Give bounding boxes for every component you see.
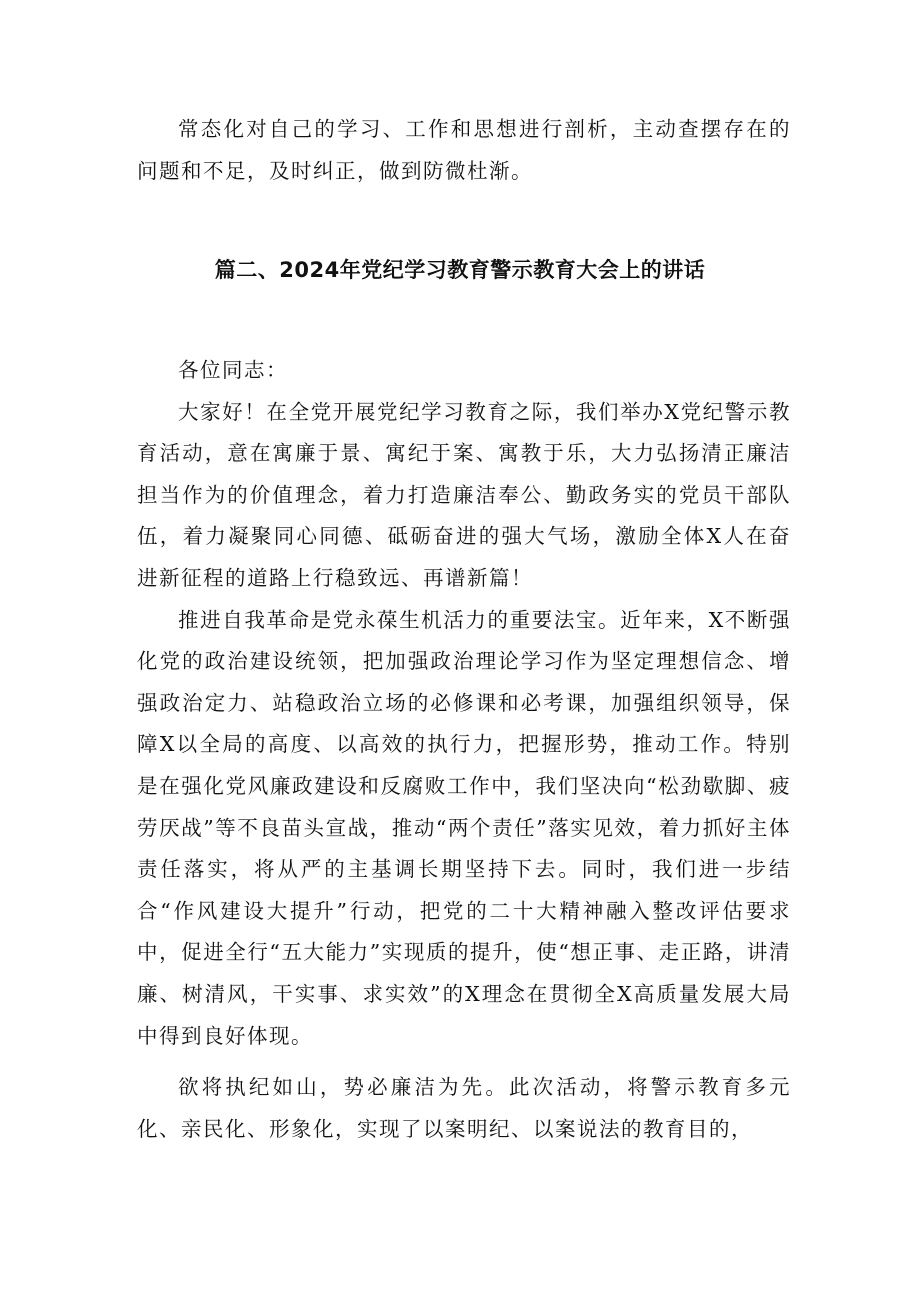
- section-title: 篇二、2024年党纪学习教育警示教育大会上的讲话: [214, 258, 706, 282]
- salutation: 各位同志：: [178, 358, 288, 382]
- continuation-paragraph: 常态化对自己的学习、工作和思想进行剖析，主动查摆存在的问题和不足，及时纠正，做到防微杜渐。: [137, 117, 791, 183]
- body-paragraph-3: 欲将执纪如山，势必廉洁为先。此次活动，将警示教育多元化、亲民化、形象化，实现了以案明纪、以案说法的教育目的，: [137, 1075, 791, 1141]
- continuation-block: [137, 109, 791, 192]
- body-paragraph-2: 推进自我革命是党永葆生机活力的重要法宝。近年来，X不断强化党的政治建设统领，把加强政治理论学习作为坚定理想信念、增强政治定力、站稳政治立场的必修课和必考课，加强组织领导，保障X以全局的高度、以高效的执行力，把握形势，推动工作。特别是在强化党风廉政建设和反腐败工作中，我们坚决向“松劲歇脚、疲劳厌战”等不良苗头宣战，推动“两个责任”落实见效，着力抓好主体责任落实，将从严的主基调长期坚持下去。同时，我们进一步结合“作风建设大提升”行动，把党的二十大精神融入整改评估要求中，促进全行“五大能力”实现质的提升，使“想正事、走正路，讲清廉、树清风，干实事、求实效”的X理念在贯彻全X高质量发展大局中得到良好体现。: [137, 607, 791, 1048]
- body-paragraph-1: 大家好！在全党开展党纪学习教育之际，我们举办X党纪警示教育活动，意在寓廉于景、寓纪于案、寓教于乐，大力弘扬清正廉洁担当作为的价值理念，着力打造廉洁奉公、勤政务实的党员干部队伍，着力凝聚同心同德、砥砺奋进的强大气场，激励全体X人在奋进新征程的道路上行稳致远、再谱新篇！: [137, 399, 791, 590]
- speech-body: [137, 350, 791, 1150]
